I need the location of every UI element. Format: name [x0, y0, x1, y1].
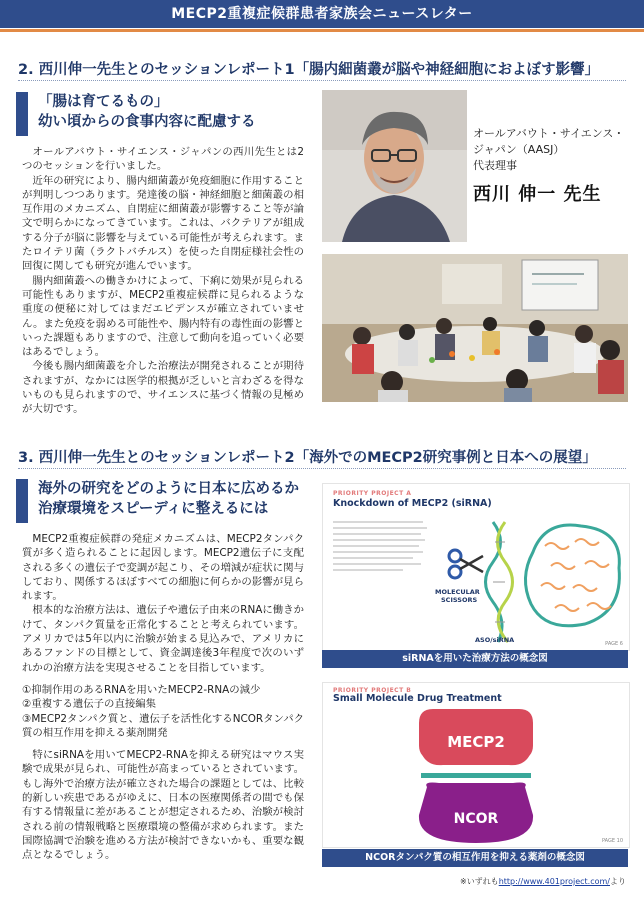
sirna-slide	[322, 483, 630, 651]
section1-body	[22, 145, 304, 417]
section1-subheading-text	[38, 92, 256, 132]
source-footer	[460, 876, 626, 887]
person-role: 代表理事	[473, 159, 517, 172]
section2-subheading	[16, 479, 306, 523]
subheading-line1: 海外の研究をどのように日本に広めるか	[38, 481, 299, 497]
person-affiliation	[473, 126, 624, 174]
slide-page-number: PAGE 6	[605, 641, 623, 647]
section1-title: 2. 西川伸一先生とのセッションレポート1「腸内細菌叢が脳や神経細胞におよぼす影響」	[18, 62, 600, 78]
subheading-line2: 治療環境をスピーディに整えるには	[38, 501, 269, 517]
footer-prefix: ※いずれも	[459, 877, 499, 886]
section1-subheading	[16, 92, 306, 136]
slide-tag: PRIORITY PROJECT B	[333, 687, 412, 694]
subheading-bar	[16, 92, 28, 136]
slide-tag: PRIORITY PROJECT A	[333, 490, 412, 497]
label-ncor: NCOR	[453, 811, 499, 827]
section2-divider	[18, 468, 626, 469]
newsletter-banner: MECP2重複症候群患者家族会ニュースレター	[0, 0, 644, 28]
section2-body	[22, 532, 304, 863]
slide-title: Knockdown of MECP2 (siRNA)	[333, 498, 492, 509]
list-item: ②重複する遺伝子の直接編集	[22, 698, 157, 711]
section1-divider	[18, 80, 626, 81]
paragraph: 近年の研究により、腸内細菌叢が免疫細胞に作用することが判明しつつあります。発達後の脳・神経細胞と細菌叢の相互作用のメカニズム、自閉症に細菌叢が影響すること等が論文で明らかになってきています。これは、バクテリアが組成する分子が脳に影響を与えている可能性が考えられます。またロイテリ菌（ラクトバチルス）を使った自閉症様社会性の回復に関しても研究が進んでいます。	[22, 174, 304, 273]
affiliation-line2: ジャパン（AASJ）	[473, 143, 565, 156]
session-photo	[322, 254, 628, 402]
paragraph: 腸内細菌叢への働きかけによって、下痢に効果が見られる可能性もありますが、MECP2重複症候群に見られるような重度の便秘に対してはまだエビデンスが確立されていません。また免疫を弱める可能性や、腸内特有の毒性面の影響といった課題もありますので、注意して動向を追っていく必要はあるでしょう。	[22, 274, 304, 359]
paragraph: 根本的な治療方法は、遺伝子や遺伝子由来のRNAに働きかけて、タンパク質量を正常化することと考えられています。アメリカでは5年以内に治験が始まる見込みで、アメリカにあるファンドの目標として、資金調達後3年程度で次のいずれかの治療方法を実現させることを目指しています。	[22, 604, 304, 674]
list-item: ③MECP2タンパク質と、遺伝子を活性化するNCORタンパク質の相互作用を抑える薬剤開発	[22, 712, 304, 739]
person-name: 西川 伸一 先生	[473, 184, 602, 205]
subheading-bar	[16, 479, 28, 523]
sirna-caption: siRNAを用いた治療方法の概念図	[322, 650, 628, 668]
subheading-line1: 「腸は育てるもの」	[38, 94, 169, 110]
portrait-photo	[322, 90, 467, 242]
paragraph: 特にsiRNAを用いてMECP2-RNAを抑える研究はマウス実験で成果が見られ、可能性が高まっているとされています。もし海外で治療方法が確立された場合の課題としては、比較的新しい疾患であるがゆえに、日本の医療関係者の間でも保有する情報量に差があることが想定されるため、治験が検討される前の情報戦略と医療環境の整備が求められます。また国際協調で治験を進める方法が検討できないかも、重要な観点となるでしょう。	[22, 749, 304, 862]
label-molecular: MOLECULAR	[435, 588, 480, 596]
affiliation-line1: オールアバウト・サイエンス・	[473, 127, 625, 140]
label-scissors: SCISSORS	[441, 596, 478, 604]
footer-suffix: より	[610, 877, 626, 886]
subheading-line2: 幼い頃からの食事内容に配慮する	[38, 114, 256, 130]
banner-accent-line	[0, 29, 644, 32]
slide-page-number: PAGE 10	[601, 838, 623, 844]
paragraph: オールアバウト・サイエンス・ジャパンの西川先生とは2つのセッションを行いました。	[22, 146, 304, 173]
slide-title: Small Molecule Drug Treatment	[333, 693, 502, 704]
treatment-list	[22, 683, 304, 740]
list-item: ①抑制作用のあるRNAを用いたMECP2-RNAの減少	[22, 683, 261, 696]
paragraph: 今後も腸内細菌叢を介した治療法が開発されることが期待されますが、なかには医学的根拠が乏しいと言わざるを得ないものも見られますので、サイエンスに基づく情報の見極めが大切です。	[22, 360, 304, 416]
section2-title: 3. 西川伸一先生とのセッションレポート2「海外でのMECP2研究事例と日本への展望」	[18, 450, 597, 466]
label-aso-sirna: ASO/siRNA	[475, 636, 515, 644]
label-mecp2: MECP2	[447, 733, 505, 751]
mecp2-ncor-diagram	[323, 705, 629, 847]
small-molecule-caption: NCORタンパク質の相互作用を抑える薬剤の概念図	[322, 849, 628, 867]
sirna-diagram	[323, 512, 629, 650]
scissors-icon	[449, 550, 483, 578]
section2-subheading-text	[38, 479, 299, 519]
paragraph: MECP2重複症候群の発症メカニズムは、MECP2タンパク質が多く造られることに起因します。MECP2遺伝子に支配される多くの遺伝子で変調が起こり、その増減が症状に関与しており、関係するほぼすべての細胞に何らかの影響が見られます。	[22, 533, 304, 603]
source-link[interactable]: http://www.401project.com/	[498, 877, 610, 886]
small-molecule-slide	[322, 682, 630, 848]
